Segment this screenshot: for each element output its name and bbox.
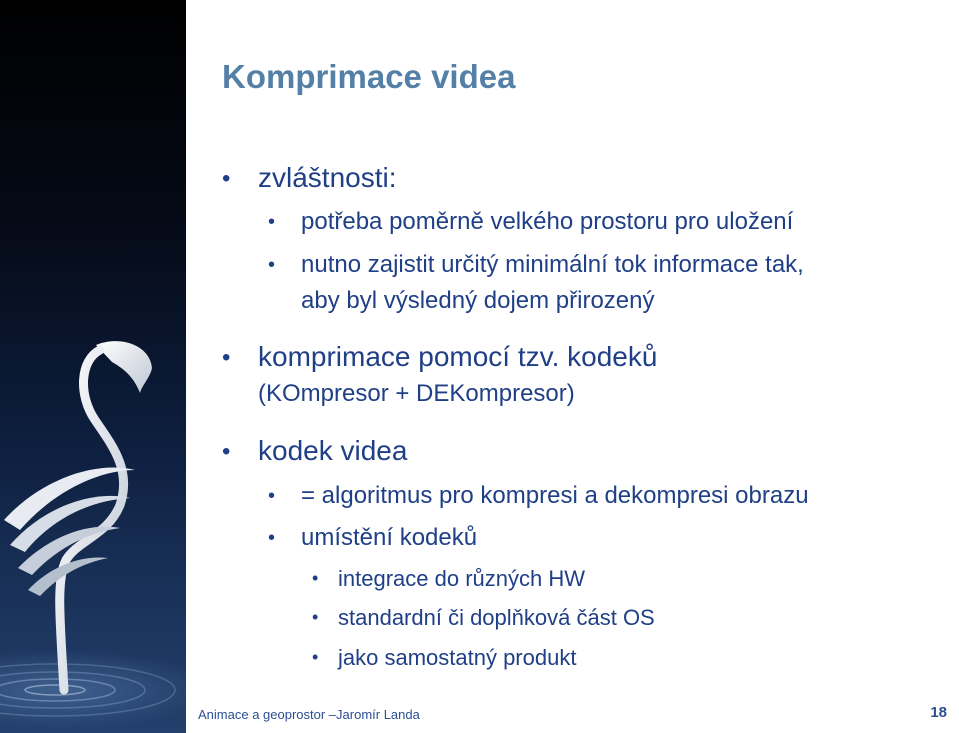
page-number: 18 (930, 704, 947, 721)
bullet-dot: • (222, 165, 231, 192)
bullet-kodek-videa: kodek videa (258, 435, 408, 466)
decorative-sidebar (0, 0, 186, 733)
bullet-produkt: jako samostatný produkt (338, 645, 577, 670)
slide-title: Komprimace videa (222, 58, 516, 95)
bullet-hw: integrace do různých HW (338, 566, 585, 591)
bullet-dot: • (312, 568, 319, 588)
bullet-kodeky-line1: komprimace pomocí tzv. kodeků (258, 341, 658, 372)
bullet-dot: • (222, 344, 231, 371)
bullet-algoritmus: = algoritmus pro kompresi a dekompresi obrazu (301, 482, 809, 509)
bullet-dot: • (222, 438, 231, 465)
flamingo-illustration (0, 0, 186, 733)
bullet-tok-line1: nutno zajistit určitý minimální tok informace tak, (301, 251, 804, 278)
bullet-umisteni: umístění kodeků (301, 524, 478, 551)
footer-author: Animace a geoprostor –Jaromír Landa (198, 707, 420, 722)
bullet-dot: • (268, 485, 276, 507)
bullet-tok-line2: aby byl výsledný dojem přirozený (301, 287, 655, 314)
bullet-prostor: potřeba poměrně velkého prostoru pro uložení (301, 208, 794, 235)
bullet-dot: • (268, 527, 276, 549)
bullet-dot: • (268, 211, 276, 233)
bullet-zvlastnosti: zvláštnosti: (258, 162, 397, 193)
bullet-dot: • (268, 254, 276, 276)
bullet-dot: • (312, 607, 319, 627)
bullet-dot: • (312, 647, 319, 667)
bullet-os: standardní či doplňková část OS (338, 605, 655, 630)
bullet-kodeky-line2: (KOmpresor + DEKompresor) (258, 380, 575, 407)
